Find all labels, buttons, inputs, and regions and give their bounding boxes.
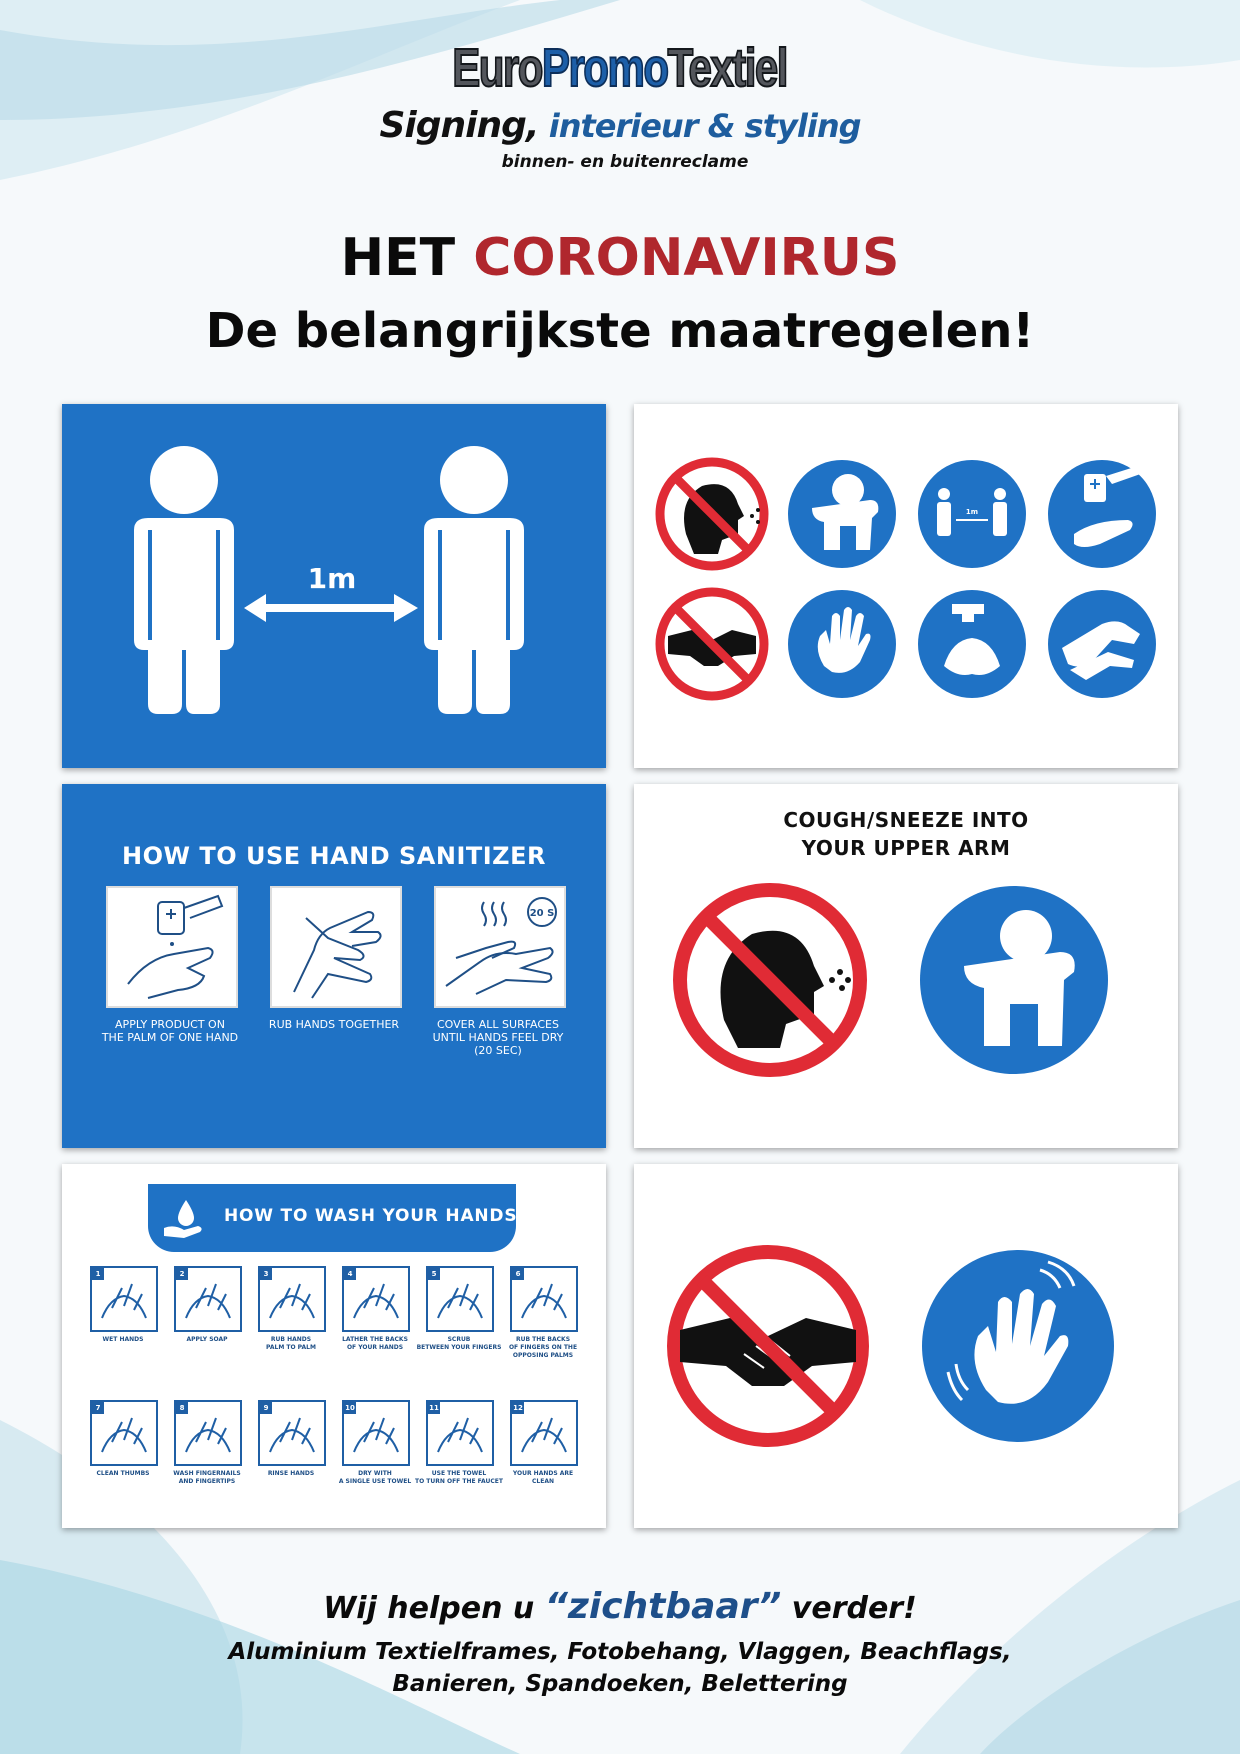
wash-step-caption [78, 1470, 168, 1478]
wash-caption-line: TO TURN OFF THE FAUCET [414, 1478, 503, 1485]
wash-step-image [342, 1266, 410, 1332]
wash-step-caption [330, 1470, 420, 1486]
wash-step-caption [162, 1470, 252, 1486]
panel-cough-sneeze [634, 784, 1178, 1148]
wash-step-number: 10 [345, 1404, 355, 1412]
wash-step-caption [498, 1336, 588, 1360]
no-coughing-icon [680, 890, 860, 1070]
logo-word-promo: Promo [542, 38, 668, 98]
brand-header [0, 38, 1240, 172]
wash-step-caption [330, 1336, 420, 1352]
sanitizer-step-1-caption [95, 1018, 245, 1044]
wash-step-number: 8 [176, 1402, 188, 1414]
wash-step-number: 9 [260, 1402, 272, 1414]
no-handshake-icon [660, 592, 764, 696]
timer-label: 20 S [529, 908, 555, 919]
wave-greeting-icon [922, 1250, 1114, 1442]
tagline-highlight: “zichtbaar” [544, 1586, 782, 1627]
wash-step-number: 7 [92, 1402, 104, 1414]
no-handshake-icon [674, 1252, 862, 1440]
wash-step-image [90, 1400, 158, 1466]
caption-line: UNTIL HANDS FEEL DRY [432, 1031, 564, 1044]
wash-step-caption [414, 1336, 504, 1352]
wash-caption-line: WET HANDS [102, 1336, 144, 1343]
wash-step-number: 1 [92, 1268, 104, 1280]
sanitizer-step-1-image [106, 886, 238, 1008]
wash-caption-line: CLEAN THUMBS [96, 1470, 150, 1477]
wash-step-image [426, 1400, 494, 1466]
caption-line: APPLY PRODUCT ON [115, 1018, 225, 1031]
brand-subtitle: binnen- en buitenreclame [501, 152, 749, 172]
cough-icons [634, 784, 1178, 1148]
wave-greeting-icon [788, 590, 896, 698]
panel-icon-grid [634, 404, 1178, 768]
cough-into-arm-icon [788, 460, 896, 568]
panel-keep-distance [62, 404, 606, 768]
brand-tagline [0, 104, 1240, 148]
wash-step-image [510, 1266, 578, 1332]
logo-word-euro: Euro [452, 38, 543, 98]
cover-surfaces-icon [436, 888, 564, 1006]
tagline-signing: Signing, [379, 105, 539, 146]
hand-sanitizer-icon [1048, 460, 1156, 568]
wash-step-number: 4 [344, 1268, 356, 1280]
measures-icon-grid [634, 404, 1178, 768]
caption-line: (20 SEC) [474, 1044, 522, 1057]
headline-line2: De belangrijkste maatregelen! [205, 303, 1035, 359]
wash-step-number: 5 [428, 1268, 440, 1280]
wash-step-image [90, 1266, 158, 1332]
wash-caption-line: OF FINGERS ON THE OPPOSING PALMS [508, 1344, 578, 1359]
tagline-end: verder! [781, 1591, 917, 1626]
caption-line: THE PALM OF ONE HAND [101, 1031, 239, 1044]
caption-line: COVER ALL SURFACES [437, 1018, 559, 1031]
handshake-icons [634, 1164, 1178, 1528]
services-line-1: Aluminium Textielframes, Fotobehang, Vlaggen, Beachflags, [228, 1639, 1012, 1665]
wash-caption-line: BETWEEN YOUR FINGERS [416, 1344, 502, 1351]
cough-title-line1: COUGH/SNEEZE INTO [783, 808, 1029, 832]
wash-step-caption [498, 1470, 588, 1486]
wash-step-image [510, 1400, 578, 1466]
services-line-2: Banieren, Spandoeken, Belettering [392, 1671, 848, 1697]
wash-step-number: 3 [260, 1268, 272, 1280]
tagline-interior: interieur & styling [538, 107, 861, 145]
wash-title: HOW TO WASH YOUR HANDS [224, 1206, 518, 1226]
sanitizer-step-2-image [270, 886, 402, 1008]
footer-tagline [0, 1586, 1240, 1627]
wash-step-caption [162, 1336, 252, 1344]
apply-product-icon [108, 888, 236, 1006]
wash-caption-line: OF YOUR HANDS [346, 1344, 404, 1351]
wash-caption-line: YOUR HANDS ARE [512, 1470, 574, 1477]
sanitizer-step-3-caption [423, 1018, 573, 1057]
wash-step-caption [414, 1470, 504, 1486]
wash-caption-line: A SINGLE USE TOWEL [338, 1478, 412, 1485]
logo-word-textiel: Textiel [667, 38, 788, 98]
wash-step-number: 11 [429, 1404, 439, 1412]
caption-line: RUB HANDS TOGETHER [268, 1018, 400, 1031]
cough-title-line2: YOUR UPPER ARM [801, 836, 1011, 860]
distance-label: 1m [307, 562, 357, 595]
keep-distance-icon [918, 460, 1026, 568]
panel-no-handshake [634, 1164, 1178, 1528]
wash-caption-line: RINSE HANDS [267, 1470, 315, 1477]
mini-distance-label: 1m [965, 508, 979, 516]
wash-step-image [258, 1400, 326, 1466]
wash-caption-line: APPLY SOAP [186, 1336, 228, 1343]
wash-step-number: 12 [513, 1404, 523, 1412]
wash-caption-line: RUB THE BACKS [515, 1336, 571, 1343]
wash-caption-line: DRY WITH [358, 1470, 392, 1477]
rub-hands-icon [1048, 590, 1156, 698]
wash-step-image [174, 1400, 242, 1466]
wash-step-caption [246, 1336, 336, 1352]
wash-caption-line: SCRUB [447, 1336, 471, 1343]
cough-into-arm-icon [920, 886, 1108, 1074]
wash-step-image [342, 1400, 410, 1466]
wash-caption-line: CLEAN [532, 1478, 554, 1485]
wash-step-caption [246, 1470, 336, 1478]
wash-caption-line: USE THE TOWEL [431, 1470, 487, 1477]
no-coughing-icon [660, 462, 764, 566]
wash-step-image [426, 1266, 494, 1332]
hand-water-drop-icon [162, 1196, 206, 1240]
wash-step-image [258, 1266, 326, 1332]
wash-caption-line: LATHER THE BACKS [342, 1336, 408, 1343]
sanitizer-step-3-image [434, 886, 566, 1008]
wash-caption-line: RUB HANDS [270, 1336, 312, 1343]
headline-coronavirus: CORONAVIRUS [473, 228, 900, 288]
sanitizer-step-2-caption [259, 1018, 409, 1031]
rub-hands-together-icon [272, 888, 400, 1006]
panel-hand-sanitizer [62, 784, 606, 1148]
panel-wash-hands [62, 1164, 606, 1528]
headline-line1 [0, 226, 1240, 290]
wash-step-caption [78, 1336, 168, 1344]
wash-hands-icon [918, 590, 1026, 698]
wash-step-number: 6 [512, 1268, 524, 1280]
headline-het: HET [340, 228, 474, 288]
wash-caption-line: AND FINGERTIPS [178, 1478, 236, 1485]
sanitizer-title: HOW TO USE HAND SANITIZER [122, 842, 546, 870]
wash-step-number: 2 [176, 1268, 188, 1280]
company-logo [453, 38, 788, 98]
wash-step-image [174, 1266, 242, 1332]
wash-caption-line: WASH FINGERNAILS [173, 1470, 241, 1477]
tagline-start: Wij helpen u [323, 1591, 545, 1626]
distance-figures-icon [62, 404, 606, 768]
wash-caption-line: PALM TO PALM [266, 1344, 316, 1351]
